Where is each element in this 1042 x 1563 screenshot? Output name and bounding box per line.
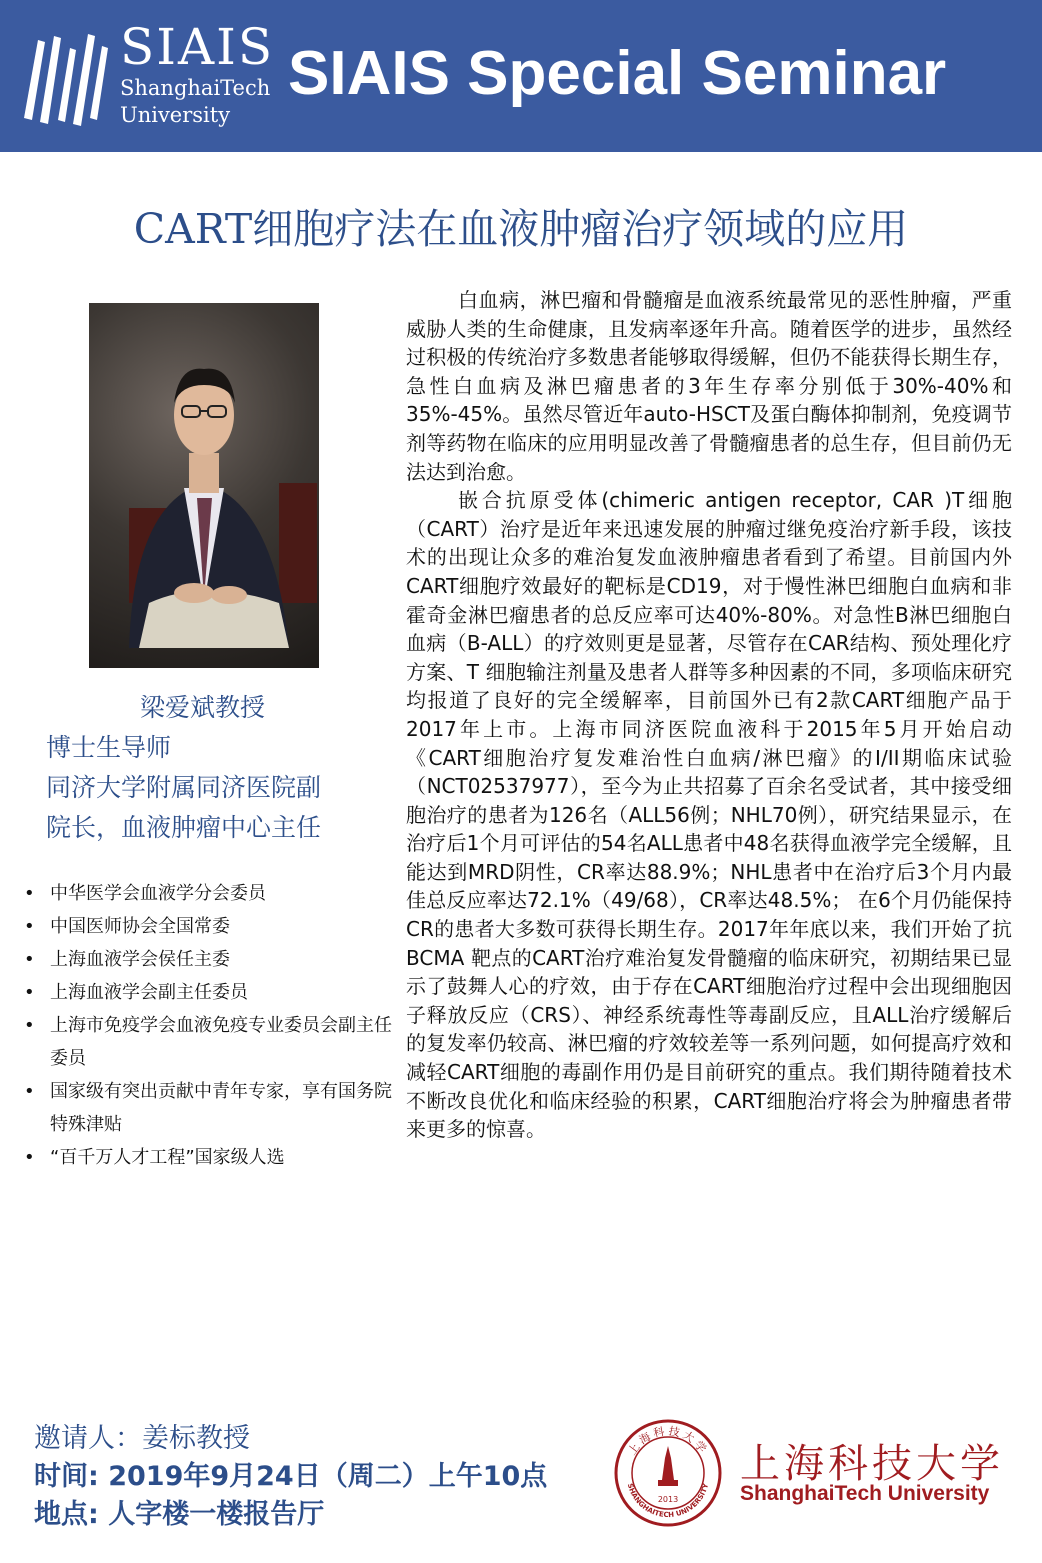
- talk-title: CART细胞疗法在血液肿瘤治疗领域的应用: [133, 205, 909, 253]
- abstract-paragraph-2: 嵌合抗原受体(chimeric antigen receptor, CAR )T细胞（CART）治疗是近年来迅速发展的肿瘤过继免疫治疗新手段，该技术的出现让众多的难治复发血液肿瘤患者看到了希望。目前国内外CART细胞疗效最好的靶标是CD19，对于慢性淋巴细胞白血病和非霍奇金淋巴瘤患者的总反应率可达40%-80%。对急性B淋巴细胞白血病（B-ALL）的疗效则更是显著，尽管存在CAR结构、预处理化疗方案、T 细胞输注剂量及患者人群等多种因素的不同，多项临床研究均报道了良好的完全缓解率，目前国外已有2款CART细胞产品于2017年上市。上海市同济医院血液科于2015年5月开始启动《CART细胞治疗复发难治性白血病/淋巴瘤》的I/II期临床试验（NCT02537977），至今为止共招募了百余名受试者，其中接受细胞治疗的患者为126名（ALL56例；NHL70例），研究结果显示，在治疗后1个月可评估的54名ALL患者中48名获得血液学完全缓解，且能达到MRD阴性，CR率达88.9%；NHL患者中在治疗后3个月内最佳总反应率达72.1%（49/68），CR率达48.5%； 在6个月仍能保持CR的患者大多数可获得长期生存。2017年年底以来，我们开始了抗BCMA 靶点的CART治疗难治复发骨髓瘤的临床研究，初期结果已显示了鼓舞人心的疗效，由于存在CART细胞治疗过程中会出现细胞因子释放反应（CRS）、神经系统毒性等毒副反应，且ALL治疗缓解后的复发率仍较高、淋巴瘤的疗效较差等一系列问题，如何提高疗效和减轻CART细胞的毒副作用仍是目前研究的重点。我们期待随着技术不断改良优化和临床经验的积累，CART细胞治疗将会为肿瘤患者带来更多的惊喜。: [406, 488, 1012, 1142]
- speaker-title-line3: 院长，血液肿瘤中心主任: [46, 813, 322, 842]
- honor-text: 中国医师协会全国常委: [50, 916, 230, 937]
- place-label: 地点:: [34, 1499, 109, 1530]
- honor-text: 上海血液学会副主任委员: [50, 982, 248, 1003]
- honor-item: [24, 976, 394, 1009]
- honor-text: 国家级有突出贡献中青年专家，享有国务院特殊津贴: [50, 1081, 392, 1135]
- abstract: [406, 286, 1012, 1144]
- speaker-name: 梁爱斌教授: [140, 693, 266, 722]
- honors-list: [24, 877, 394, 1174]
- honor-item: [24, 1075, 394, 1141]
- svg-text:上海科技大学: 上海科技大学: [625, 1424, 711, 1458]
- bullet-icon: •: [24, 982, 35, 1003]
- speaker-title-line1: 博士生导师: [46, 733, 172, 762]
- logo-line1: ShanghaiTech: [120, 76, 271, 100]
- time-label: 时间:: [34, 1461, 109, 1492]
- honor-text: 上海血液学会侯任主委: [50, 949, 230, 970]
- logo-text: [120, 20, 274, 128]
- university-name-en: ShanghaiTech University: [740, 1482, 990, 1505]
- bullet-icon: •: [24, 916, 35, 937]
- honor-text: 上海市免疫学会血液免疫专业委员会副主任委员: [50, 1015, 392, 1069]
- honor-text: “百千万人才工程”国家级人选: [50, 1147, 285, 1168]
- abstract-paragraph-1: 白血病，淋巴瘤和骨髓瘤是血液系统最常见的恶性肿瘤，严重威胁人类的生命健康，且发病率逐年升高。随着医学的进步，虽然经过积极的传统治疗多数患者能够取得缓解，但仍不能获得长期生存，急性白血病及淋巴瘤患者的3年生存率分别低于30%-40%和35%-45%。虽然尽管近年auto-HSCT及蛋白酶体抑制剂，免疫调节剂等药物在临床的应用明显改善了骨髓瘤患者的总生存，但目前仍无法达到治愈。: [406, 288, 1012, 484]
- seminar-title: SIAIS Special Seminar: [288, 39, 947, 108]
- speaker-photo: [89, 303, 319, 668]
- inviter-label: 邀请人：: [34, 1423, 142, 1454]
- honor-item: [24, 1141, 394, 1174]
- place-value: 人字楼一楼报告厅: [108, 1499, 325, 1530]
- university-name-cn: 上海科技大学: [740, 1441, 1004, 1487]
- time-value: 2019年9月24日（周二）上午10点: [108, 1461, 548, 1492]
- bullet-icon: •: [24, 1015, 35, 1036]
- svg-text:2013: 2013: [657, 1495, 679, 1504]
- logo-line2: University: [120, 103, 231, 127]
- honor-text: 中华医学会血液学分会委员: [50, 883, 266, 904]
- university-seal-icon: [613, 1418, 723, 1528]
- event-info: [34, 1420, 547, 1534]
- header-banner: [0, 0, 1042, 152]
- siais-logo-icon: [18, 28, 114, 128]
- time-line: [34, 1458, 547, 1496]
- speaker-info: [46, 688, 321, 848]
- logo-name: SIAIS: [120, 18, 275, 76]
- honor-item: [24, 877, 394, 910]
- bullet-icon: •: [24, 949, 35, 970]
- honor-item: [24, 1009, 394, 1075]
- honor-item: [24, 943, 394, 976]
- bullet-icon: •: [24, 1081, 35, 1102]
- inviter-line: [34, 1420, 547, 1458]
- inviter-value: 姜标教授: [142, 1423, 250, 1454]
- bullet-icon: •: [24, 883, 35, 904]
- honor-item: [24, 910, 394, 943]
- place-line: [34, 1496, 547, 1534]
- bullet-icon: •: [24, 1147, 35, 1168]
- speaker-title-line2: 同济大学附属同济医院副: [46, 773, 322, 802]
- svg-text:SHANGHAITECH UNIVERSITY: SHANGHAITECH UNIVERSITY: [625, 1482, 711, 1520]
